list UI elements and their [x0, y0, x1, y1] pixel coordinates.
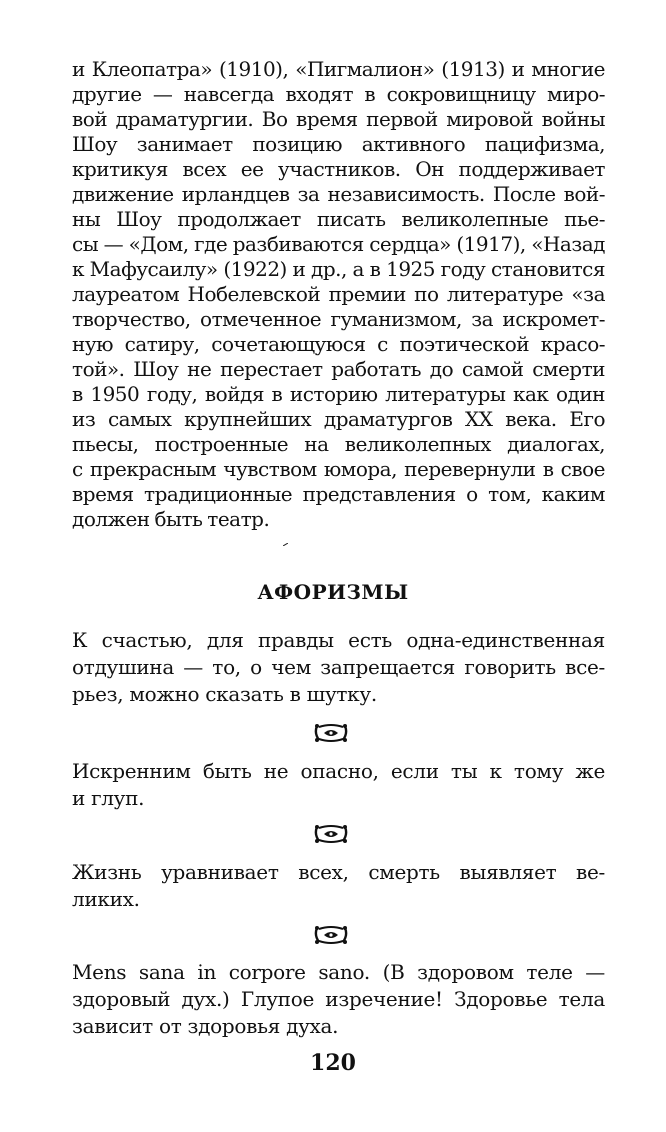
aphorism-line: ликих.	[72, 887, 140, 911]
biography-line: другие — навсегда входят в сокровищницу миро-	[72, 82, 605, 106]
biography-line: пьесы, построенные на великолепных диалогах,	[72, 432, 605, 456]
aphorism-line: здоровый дух.) Глупое изречение! Здоровье тела	[72, 987, 605, 1011]
biography-line: ную сатиру, сочетающуюся с поэтической красо-	[72, 332, 605, 356]
biography-line: ны Шоу продолжает писать великолепные пье-	[72, 207, 605, 231]
biography-line: лауреатом Нобелевской премии по литературе «за	[72, 282, 605, 306]
biography-line: и Клеопатра» (1910), «Пигмалион» (1913) и многие	[72, 57, 605, 81]
biography-line: той». Шоу не перестает работать до самой смерти	[72, 357, 605, 381]
print-speck	[283, 543, 288, 546]
aphorism-line: рьез, можно сказать в шутку.	[72, 682, 377, 706]
biography-line: вой драматургии. Во время первой мировой войны	[72, 107, 605, 131]
aphorism-line: и глуп.	[72, 786, 145, 810]
ornament-divider-icon	[313, 924, 349, 946]
biography-line: к Мафусаилу» (1922) и др., а в 1925 году становится	[72, 257, 605, 281]
page-number: 120	[310, 1050, 356, 1076]
biography-line: сы — «Дом, где разбиваются сердца» (1917), «Назад	[72, 232, 605, 256]
ornament-divider-icon	[313, 823, 349, 845]
biography-line: движение ирландцев за независимость. После вой-	[72, 182, 605, 206]
biography-line: критикуя всех ее участников. Он поддерживает	[72, 157, 605, 181]
aphorism-line: Жизнь уравнивает всех, смерть выявляет ве-	[72, 860, 605, 884]
aphorism-line: К счастью, для правды есть одна-единственная	[72, 628, 605, 652]
aphorism-line: Искренним быть не опасно, если ты к тому же	[72, 759, 605, 783]
aphorism-line: зависит от здоровья духа.	[72, 1014, 339, 1038]
biography-line: в 1950 году, войдя в историю литературы как один	[72, 382, 605, 406]
biography-line: с прекрасным чувством юмора, перевернули в свое	[72, 457, 605, 481]
biography-line: из самых крупнейших драматургов XX века. Его	[72, 407, 605, 431]
aphorism-line: отдушина — то, о чем запрещается говорить все-	[72, 655, 605, 679]
aphorism-line: Mens sana in corpore sano. (В здоровом теле —	[72, 960, 605, 984]
section-title: АФОРИЗМЫ	[257, 580, 409, 604]
biography-line: время традиционные представления о том, каким	[72, 482, 605, 506]
biography-line: должен быть театр.	[72, 507, 270, 531]
biography-line: творчество, отмеченное гуманизмом, за искромет-	[72, 307, 605, 331]
biography-line: Шоу занимает позицию активного пацифизма,	[72, 132, 605, 156]
ornament-divider-icon	[313, 722, 349, 744]
